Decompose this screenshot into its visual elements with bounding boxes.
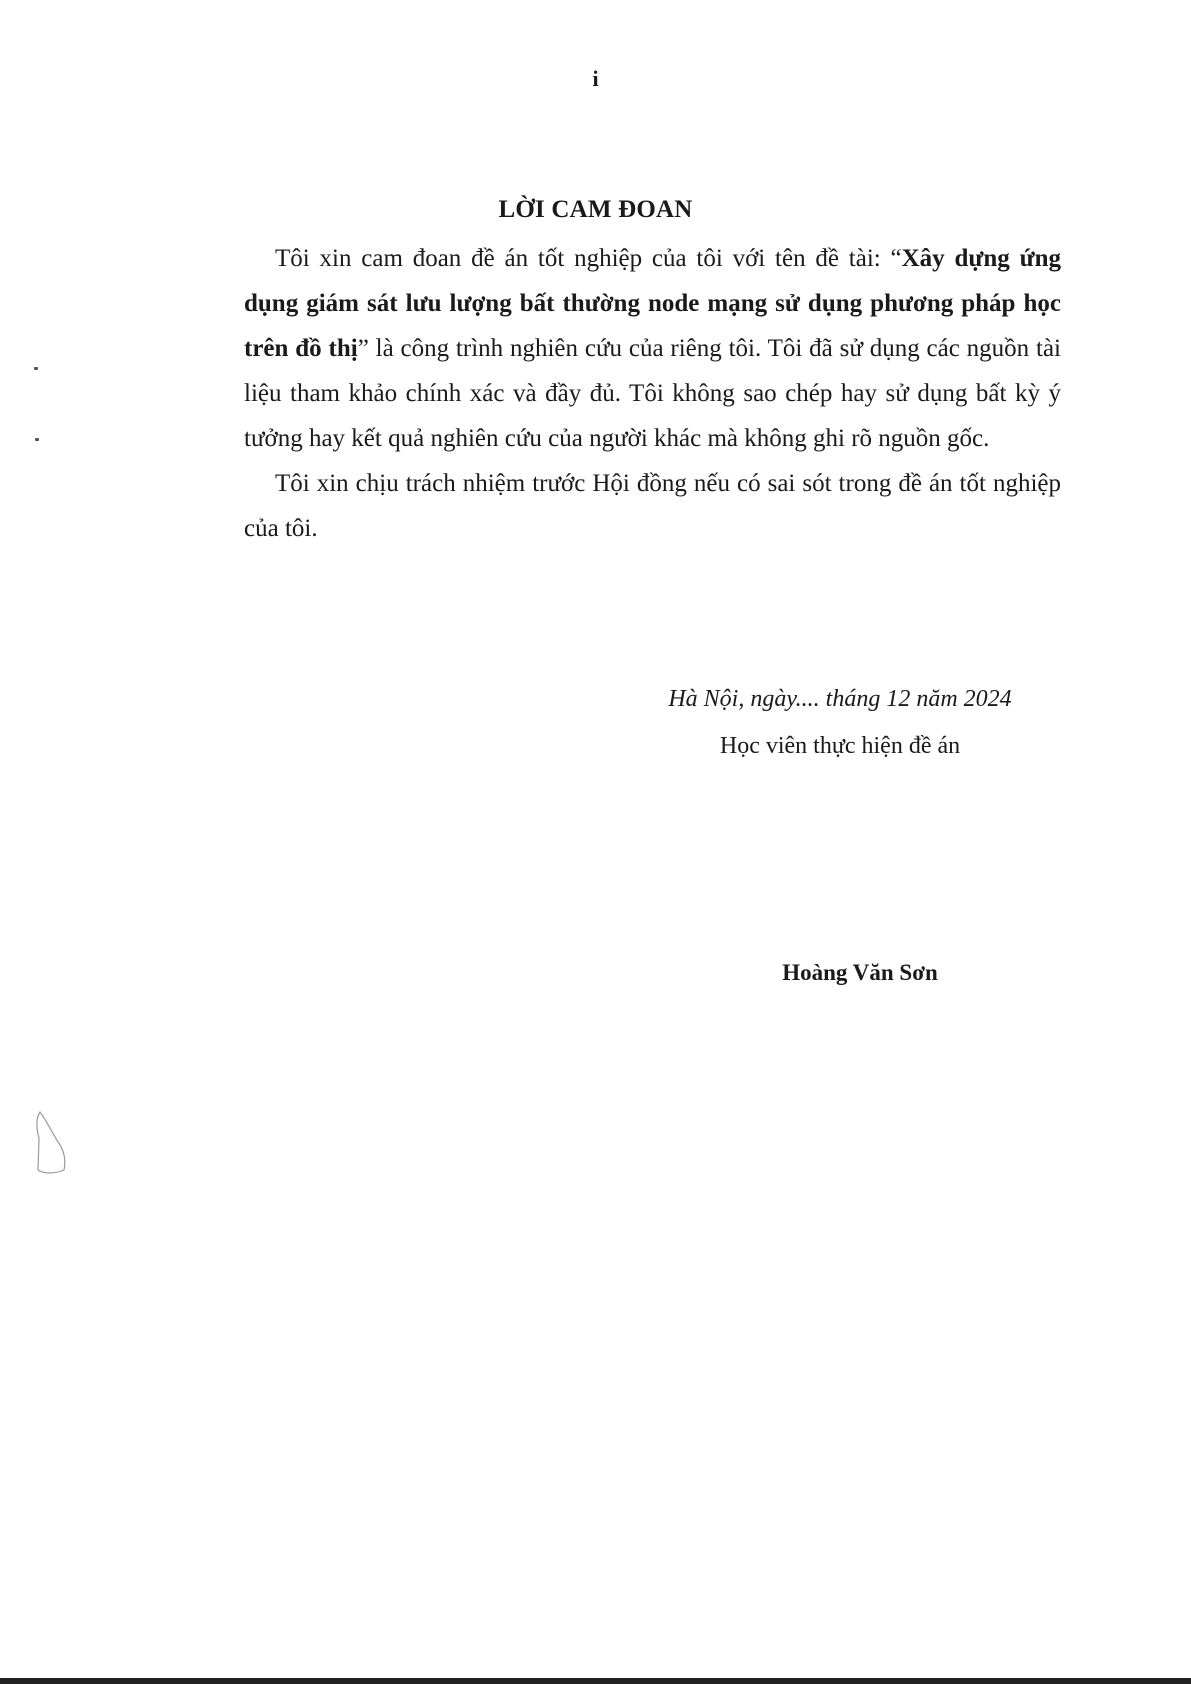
thesis-title: Xây dựng ứng dụng giám sát lưu lượng bất thường node mạng sử dụng phương pháp học trên đồ thị	[244, 245, 1061, 362]
signature-name: Hoàng Văn Sơn	[782, 960, 938, 985]
bottom-edge	[0, 1678, 1191, 1684]
signature-place-date: Hà Nội, ngày.... tháng 12 năm 2024	[668, 686, 1012, 712]
scan-mark-dot	[35, 438, 39, 441]
paragraph-1-lead: Tôi xin cam đoan đề án tốt nghiệp của tôi với tên đề tài: “	[275, 245, 902, 272]
scan-mark-outline	[30, 1108, 72, 1184]
declaration-body	[244, 236, 1061, 551]
signature-role: Học viên thực hiện đề án	[719, 733, 961, 759]
scan-mark-dot	[34, 367, 38, 370]
declaration-paragraph-1	[244, 236, 1061, 461]
page-number: i	[592, 66, 599, 91]
declaration-paragraph-2: Tôi xin chịu trách nhiệm trước Hội đồng nếu có sai sót trong đề án tốt nghiệp của tôi.	[244, 470, 1061, 542]
page-title: LỜI CAM ĐOAN	[498, 196, 693, 223]
paragraph-1-rest: ” là công trình nghiên cứu của riêng tôi. Tôi đã sử dụng các nguồn tài liệu tham khảo chính xác và đầy đủ. Tôi không sao chép hay sử dụng bất kỳ ý tưởng hay kết quả nghiên cứu của người khác mà không ghi rõ nguồn gốc.	[244, 335, 1062, 452]
